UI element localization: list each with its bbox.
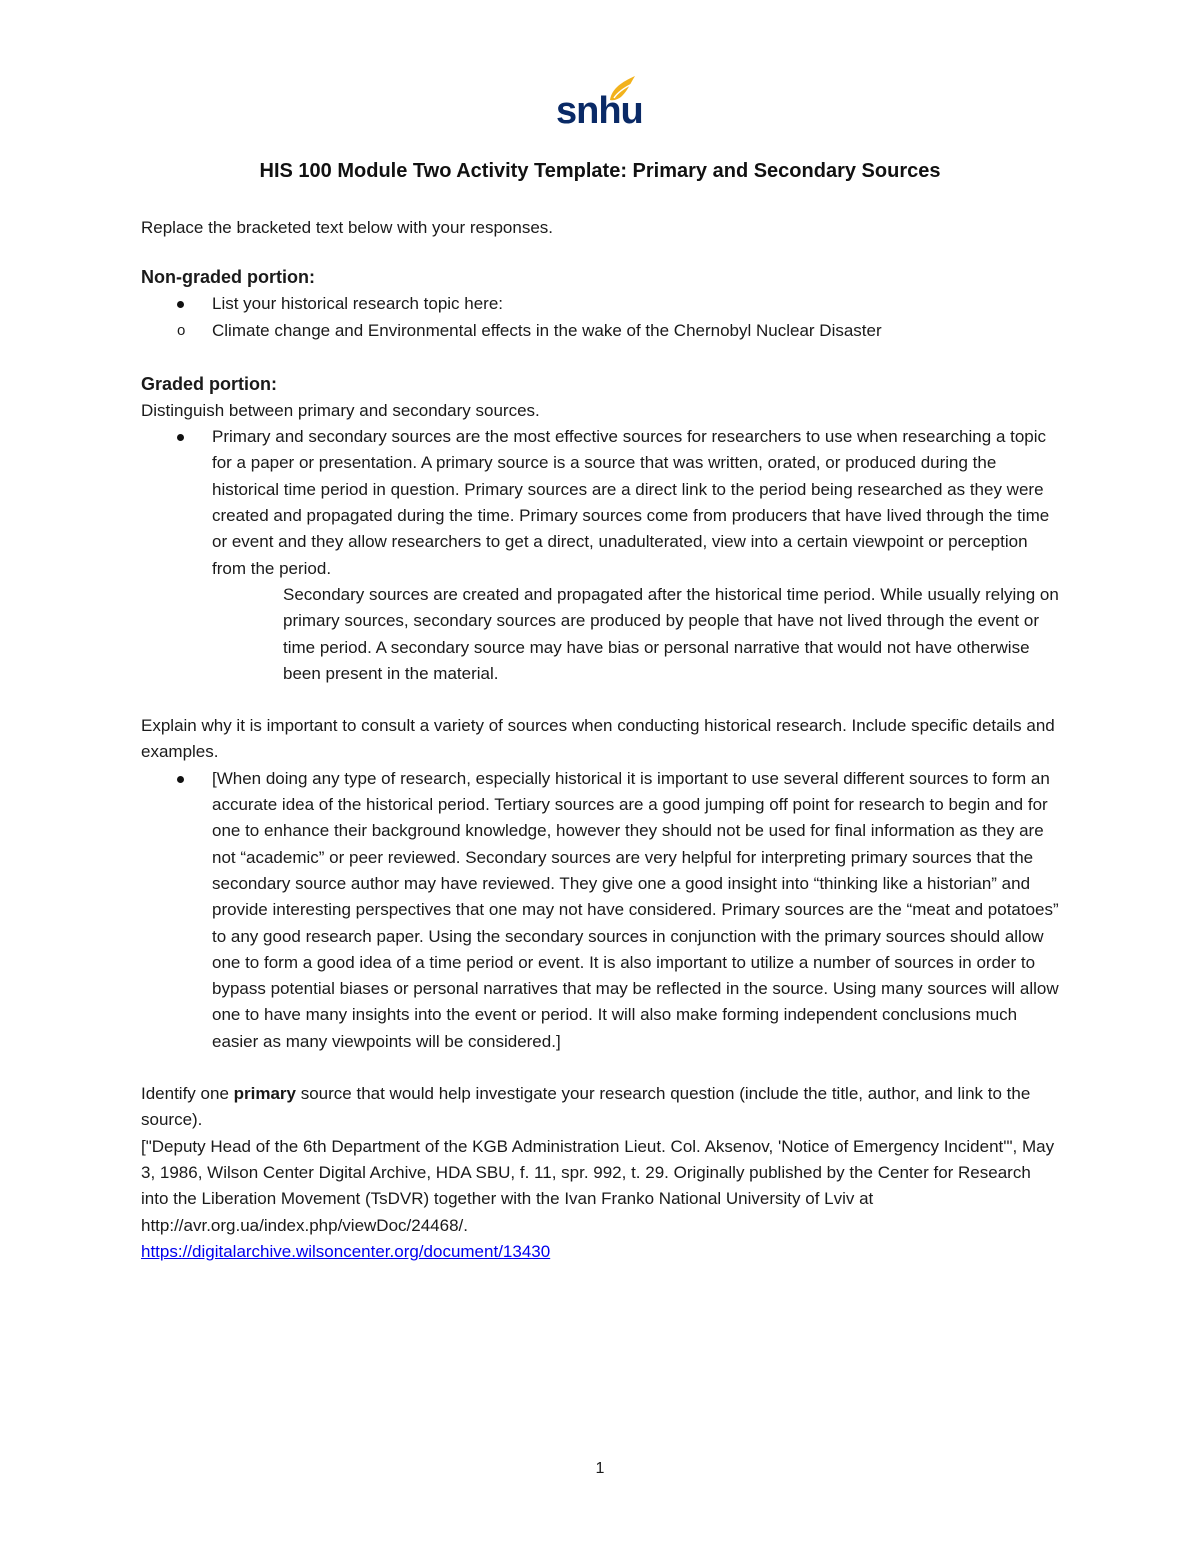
instructions: Replace the bracketed text below with your responses. <box>141 218 554 237</box>
citation: ["Deputy Head of the 6th Department of the KGB Administration Lieut. Col. Aksenov, 'Notice of Emergency Incident'", May 3, 1986, Wilson Center Digital Archive, HDA SBU, f. 11, spr. 992, t. 29. Originally published by the Center for Research into the Liberation Movement (TsDVR) together with the Ivan Franko National University of Lviv at http://avr.org.ua/index.php/viewDoc/24468/. <box>141 1136 1055 1235</box>
topic-answer: Climate change and Environmental effects in the wake of the Chernobyl Nuclear Disaster <box>212 320 882 340</box>
graded-heading: Graded portion: <box>141 373 277 394</box>
list-item <box>141 766 1061 1055</box>
list-item <box>141 291 1061 317</box>
answer-secondary: Secondary sources are created and propagated after the historical time period. While usually relying on primary sources, secondary sources are produced by people that have not lived through the event or time period. A secondary source may have bias or personal narrative that would not have otherwise been present in the material. <box>283 584 1059 683</box>
logo-wordmark: snhu <box>556 90 643 132</box>
nongraded-list <box>141 291 1061 344</box>
page-number: 1 <box>595 1460 605 1477</box>
document-body <box>141 215 1061 1265</box>
graded-list-2 <box>141 766 1061 1055</box>
list-item <box>141 318 1061 344</box>
answer-distinguish: Primary and secondary sources are the most effective sources for researchers to use when researching a topic for a paper or presentation. A primary source is a source that was written, orated, or produced during the historical time period in question. Primary sources are a direct link to the period being researched as they were created and propagated during the time. Primary sources come from producers that have lived through the time or event and they allow researchers to get a direct, unadulterated, view into a certain viewpoint or perception from the period. <box>212 427 1050 578</box>
graded-list-1 <box>141 424 1061 582</box>
prompt-primary-source: Identify one primary source that would help investigate your research question (include the title, author, and link to the source). <box>141 1084 1031 1130</box>
list-item <box>141 424 1061 582</box>
source-link[interactable]: https://digitalarchive.wilsoncenter.org/document/13430 <box>141 1241 551 1261</box>
sub-bullet-icon: o <box>177 321 186 339</box>
topic-prompt: List your historical research topic here: <box>212 294 504 314</box>
prompt-variety: Explain why it is important to consult a variety of sources when conducting historical research. Include specific details and examples. <box>141 716 1055 762</box>
prompt-distinguish: Distinguish between primary and secondary sources. <box>141 400 540 420</box>
snhu-logo <box>552 74 644 134</box>
page-title: HIS 100 Module Two Activity Template: Primary and Secondary Sources <box>259 160 941 182</box>
answer-variety: [When doing any type of research, especially historical it is important to use several different sources to form an accurate idea of the historical period. Tertiary sources are a good jumping off point for research to begin and for one to enhance their background knowledge, however they should not be used for final information as they are not “academic” or peer reviewed. Secondary sources are very helpful for interpreting primary sources that the secondary source author may have reviewed. They give one a good insight into “thinking like a historian” and provide interesting perspectives that one may not have considered. Primary sources are the “meat and potatoes” to any good research paper. Using the secondary sources in conjunction with the primary sources should allow one to form a good idea of a time period or event. It is also important to utilize a number of sources in order to bypass potential biases or personal narratives that may be reflected in the source. Using many sources will allow one to have many insights into the event or period. It will also make forming independent conclusions much easier as many viewpoints will be considered.] <box>212 768 1059 1051</box>
nongraded-heading: Non-graded portion: <box>141 267 315 288</box>
